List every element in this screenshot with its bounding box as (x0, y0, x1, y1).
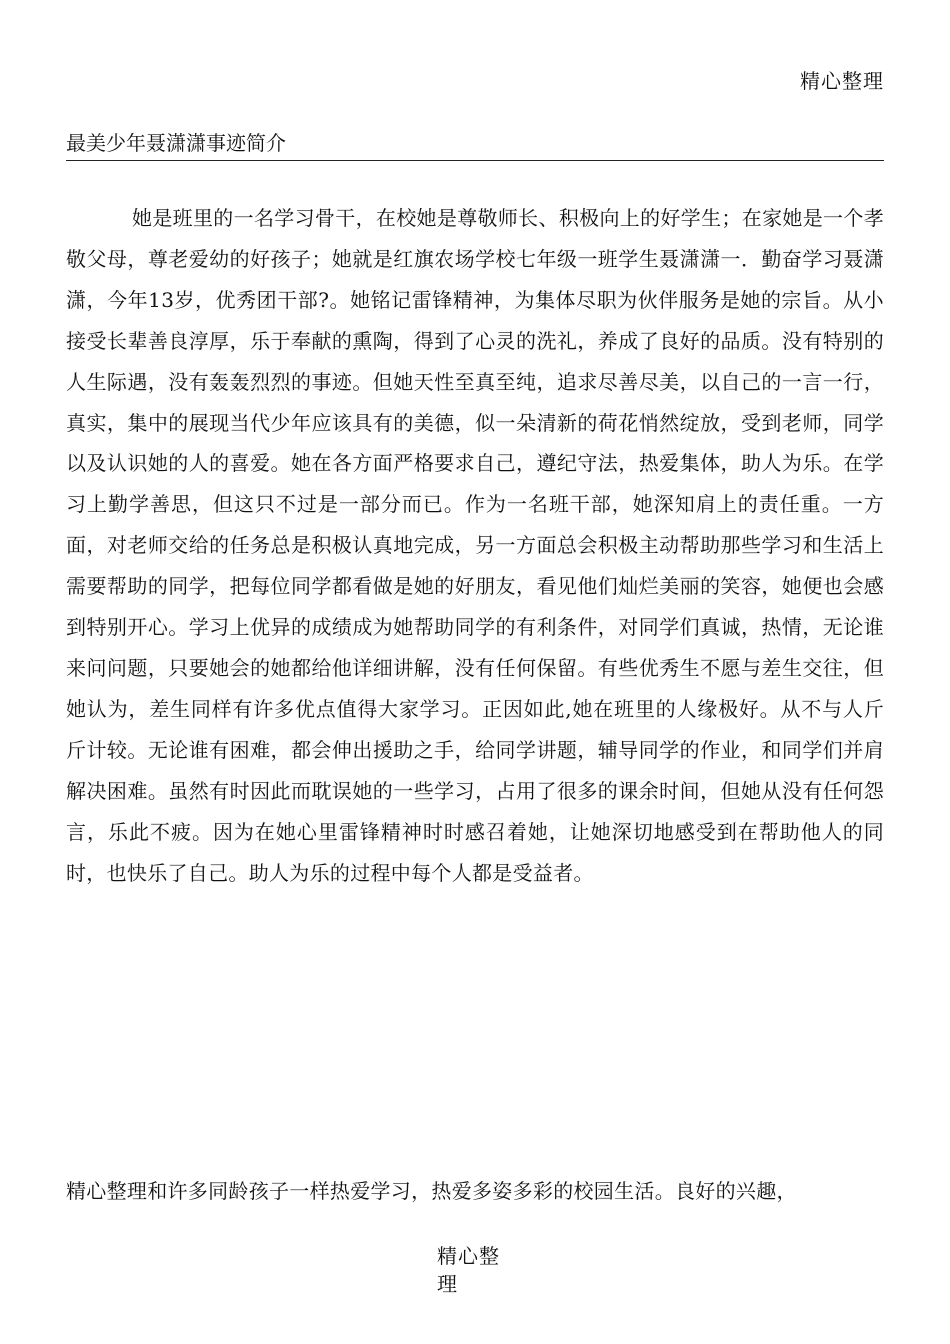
body-paragraph-1: 她是班里的一名学习骨干，在校她是尊敬师长、积极向上的好学生；在家她是一个孝敬父母，尊老爱幼的好孩子；她就是红旗农场学校七年级一班学生聂潇潇一．勤奋学习聂潇潇，今年13岁，优秀团干部?。她铭记雷锋精神，为集体尽职为伙伴服务是她的宗旨。从小接受长辈善良淳厚，乐于奉献的熏陶，得到了心灵的洗礼，养成了良好的品质。没有特别的人生际遇，没有轰轰烈烈的事迹。但她天性至真至纯，追求尽善尽美，以自己的一言一行，真实，集中的展现当代少年应该具有的美德，似一朵清新的荷花悄然绽放，受到老师，同学以及认识她的人的喜爱。她在各方面严格要求自己，遵纪守法，热爱集体，助人为乐。在学习上勤学善思，但这只不过是一部分而已。作为一名班干部，她深知肩上的责任重。一方面，对老师交给的任务总是积极认真地完成，另一方面总会积极主动帮助那些学习和生活上需要帮助的同学，把每位同学都看做是她的好朋友，看见他们灿烂美丽的笑容，她便也会感到特别开心。学习上优异的成绩成为她帮助同学的有利条件，对同学们真诚，热情，无论谁来问问题，只要她会的她都给他详细讲解，没有任何保留。有些优秀生不愿与差生交往，但她认为，差生同样有许多优点值得大家学习。正因如此,她在班里的人缘极好。从不与人斤斤计较。无论谁有困难，都会伸出援助之手，给同学讲题，辅导同学的作业，和同学们并肩解决困难。虽然有时因此而耽误她的一些学习，占用了很多的课余时间，但她从没有任何怨言，乐此不疲。因为在她心里雷锋精神时时感召着她，让她深切地感受到在帮助他人的同时，也快乐了自己。助人为乐的过程中每个人都是受益者。 (66, 206, 884, 885)
header-watermark-text: 精心整理 (800, 69, 884, 93)
body-paragraph-2: 精心整理和许多同龄孩子一样热爱学习，热爱多姿多彩的校园生活。良好的兴趣， (66, 1179, 797, 1203)
title-divider (66, 160, 884, 161)
document-title: 最美少年聂潇潇事迹简介 (66, 131, 286, 155)
footer-watermark-text: 精心整理 (437, 1244, 500, 1296)
